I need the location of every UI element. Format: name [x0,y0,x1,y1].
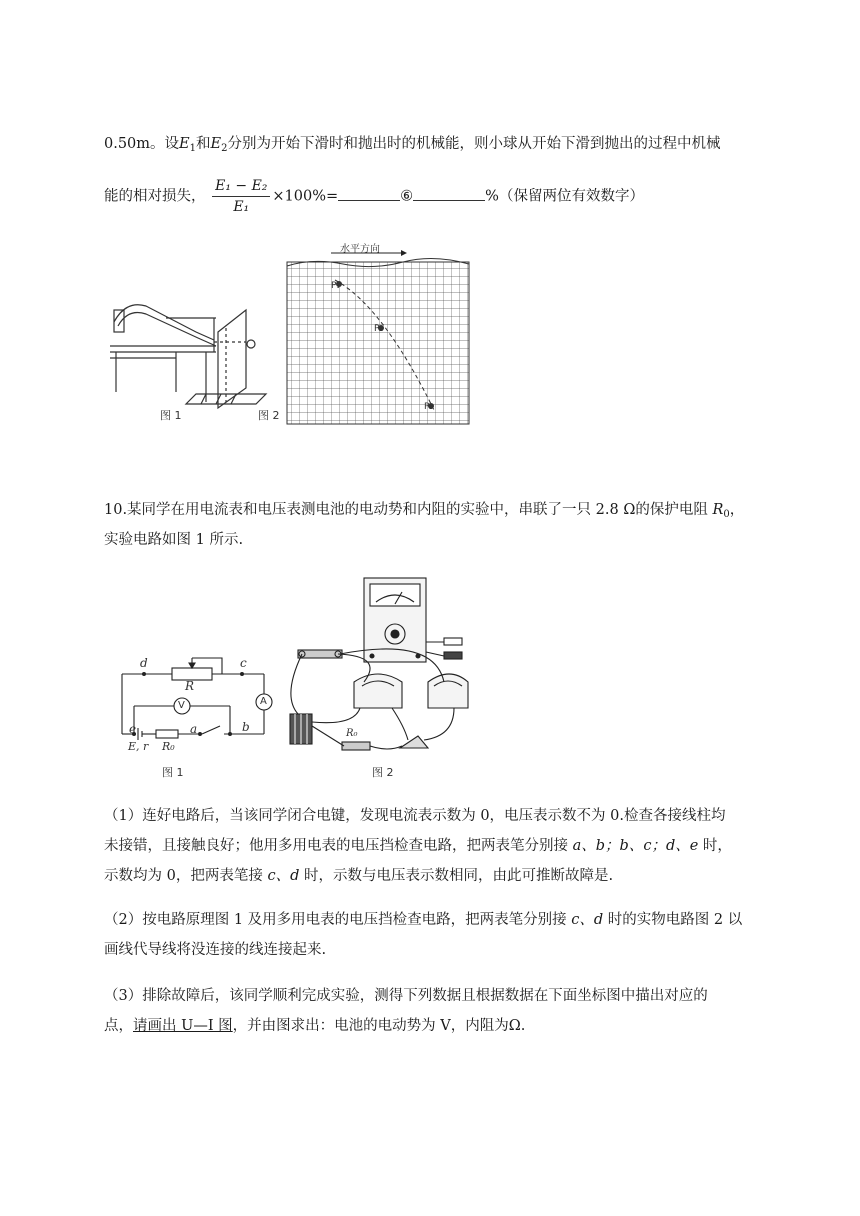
q10-part1-line-3: 示数均为 0，把两表笔接 c、d 时，示数与电压表示数相同，由此可推断故障是. [104,868,614,884]
figure-1-caption: 图 1 [160,409,182,422]
q9-line-1: 0.50m。设$E_1$和$E_2$分别为开始下滑时和抛出时的机械能，则小球从开始下滑到抛出的过程中机械 [104,136,721,154]
point-p3-label: P₃ [424,402,434,412]
figure-2-caption: 图 2 [258,409,280,422]
rheostat-label: R [185,679,195,693]
photo-figure-caption: 图 2 [372,766,394,779]
r0-label: R₀ [162,740,175,753]
node-e-label: e [129,722,137,736]
q10-part3-line-2: 点，请画出 U—I 图，并由图求出：电池的电动势为 V，内阻为Ω. [104,1018,526,1034]
node-d-label: d [140,656,148,670]
horizontal-direction-label: 水平方向 [340,244,380,255]
voltmeter-symbol: V [178,700,185,711]
q10-part1-line-2: 未接错，且接触良好；他用多用电表的电压挡检查电路，把两表笔分别接 a、b；b、c；d、e 时， [104,838,732,854]
q9-line-2: 能的相对损失， $\frac{\text{E₁ − E₂}}{\text{E₁}}$ ×100%= ⑥ %（保留两位有效数字） [104,178,644,215]
photo-r0-label: R₀ [346,728,358,739]
q10-part1-line-1: （1）连好电路后，当该同学闭合电键，发现电流表示数为 0，电压表示数不为 0.检查各接线柱均 [104,808,726,824]
answer-blank-left [338,186,400,201]
q10-part2-line-1: （2）按电路原理图 1 及用多用电表的电压挡检查电路，把两表笔分别接 c、d 时的实物电路图 2 以 [104,912,743,928]
q10-part3-line-1: （3）排除故障后，该同学顺利完成实验，测得下列数据且根据数据在下面坐标图中描出对应的 [104,988,708,1004]
physical-circuit-figure [284,576,470,760]
point-p1-label: P₁ [331,281,341,291]
node-b-label: b [242,720,250,734]
relative-loss-fraction: $\frac{\text{E₁ − E₂}}{\text{E₁}}$ [212,176,270,217]
battery-label: E, r [128,740,149,753]
q10-intro-line-1: 10.某同学在用电流表和电压表测电池的电动势和内阻的实验中，串联了一只 2.8 Ω的保护电阻 $R_0$， [104,502,745,520]
ammeter-symbol: A [260,696,267,707]
slide-apparatus-figure [106,292,271,422]
q10-intro-line-2: 实验电路如图 1 所示. [104,532,244,548]
point-p2-label: P₂ [374,324,384,334]
node-c-label: c [240,656,247,670]
q10-part2-line-2: 画线代导线将没连接的线连接起来. [104,942,327,958]
answer-blank-right [413,186,485,201]
node-a-label: a [190,722,198,736]
circuit-figure-caption: 图 1 [162,766,184,779]
